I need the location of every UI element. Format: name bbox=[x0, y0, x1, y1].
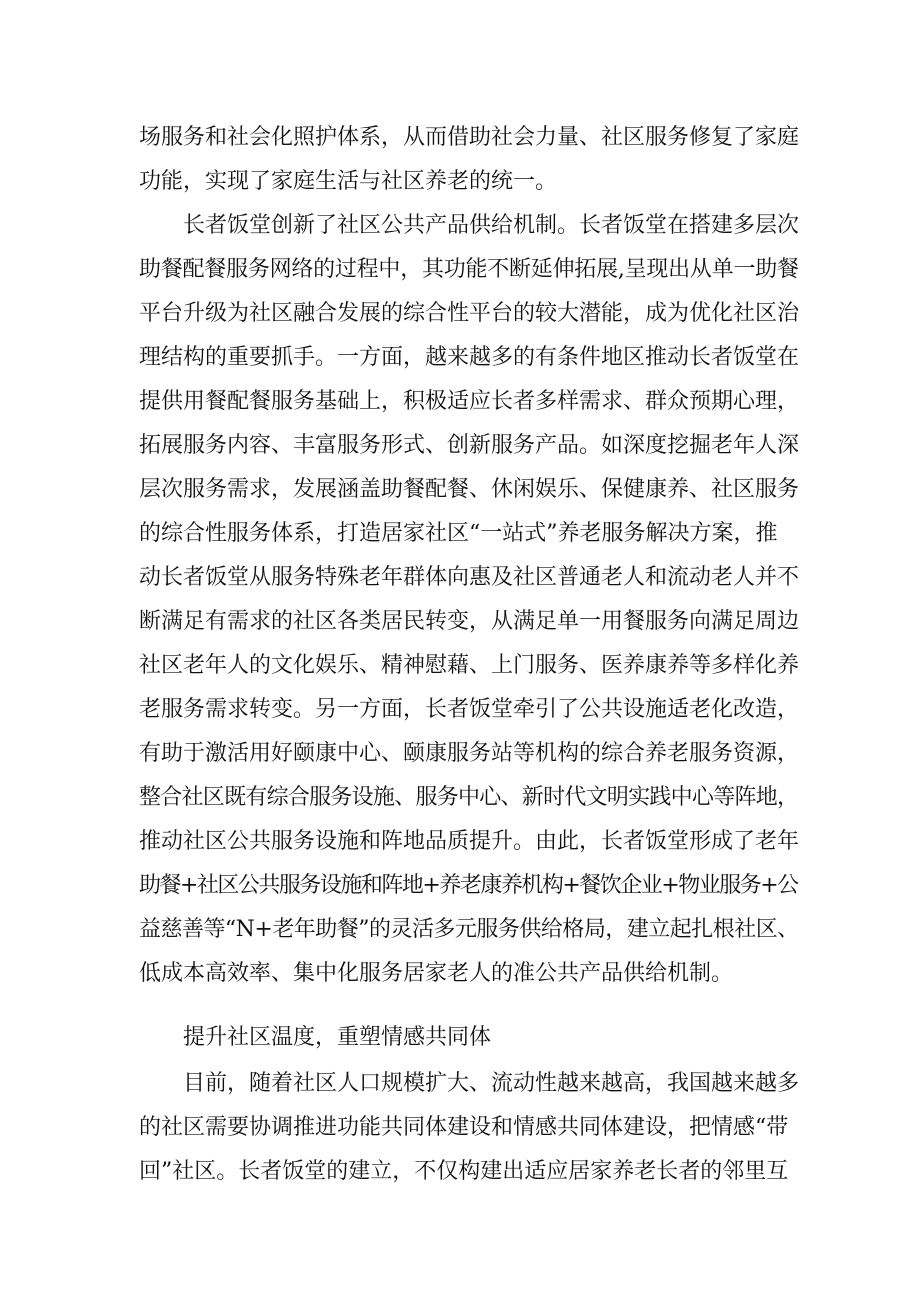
text-line: 动长者饭堂从服务特殊老年群体向惠及社区普通老人和流动老人并不 bbox=[139, 565, 800, 590]
paragraph-first-line: 长者饭堂创新了社区公共产品供给机制。长者饭堂在搭建多层次 bbox=[183, 213, 800, 238]
text-line: 层次服务需求，发展涵盖助餐配餐、休闲娱乐、保健康养、社区服务 bbox=[139, 477, 800, 502]
text-line: 拓展服务内容、丰富服务形式、创新服务产品。如深度挖掘老年人深 bbox=[139, 433, 800, 458]
text-line: 功能，实现了家庭生活与社区养老的统一。 bbox=[139, 169, 558, 194]
text-line: 有助于激活用好颐康中心、颐康服务站等机构的综合养老服务资源， bbox=[139, 741, 800, 766]
text-line: 场服务和社会化照护体系，从而借助社会力量、社区服务修复了家庭 bbox=[139, 125, 800, 150]
text-line: 理结构的重要抓手。一方面，越来越多的有条件地区推动长者饭堂在 bbox=[139, 345, 800, 370]
text-line: 助餐配餐服务网络的过程中，其功能不断延伸拓展,呈现出从单一助餐 bbox=[139, 257, 799, 282]
text-line: 推动社区公共服务设施和阵地品质提升。由此，长者饭堂形成了老年 bbox=[139, 829, 800, 854]
text-line: 助餐+社区公共服务设施和阵地+养老康养机构+餐饮企业+物业服务+公 bbox=[139, 873, 798, 898]
text-line: 回”社区。长者饭堂的建立，不仅构建出适应居家养老长者的邻里互 bbox=[139, 1159, 789, 1184]
text-line: 提供用餐配餐服务基础上，积极适应长者多样需求、群众预期心理， bbox=[139, 389, 800, 414]
text-line: 的社区需要协调推进功能共同体建设和情感共同体建设，把情感“带 bbox=[139, 1115, 789, 1140]
text-line: 整合社区既有综合服务设施、服务中心、新时代文明实践中心等阵地， bbox=[139, 785, 799, 810]
text-line: 的综合性服务体系，打造居家社区“一站式”养老服务解决方案，推 bbox=[139, 521, 778, 546]
text-line: 平台升级为社区融合发展的综合性平台的较大潜能，成为优化社区治 bbox=[139, 301, 800, 326]
paragraph-first-line: 目前，随着社区人口规模扩大、流动性越来越高，我国越来越多 bbox=[183, 1071, 800, 1096]
text-line: 益慈善等“N+老年助餐”的灵活多元服务供给格局，建立起扎根社区、 bbox=[139, 917, 799, 942]
section-heading: 提升社区温度，重塑情感共同体 bbox=[183, 1025, 492, 1050]
text-line: 社区老年人的文化娱乐、精神慰藉、上门服务、医养康养等多样化养 bbox=[139, 653, 800, 678]
text-line: 低成本高效率、集中化服务居家老人的准公共产品供给机制。 bbox=[139, 961, 734, 986]
text-line: 断满足有需求的社区各类居民转变，从满足单一用餐服务向满足周边 bbox=[139, 609, 800, 634]
text-line: 老服务需求转变。另一方面，长者饭堂牵引了公共设施适老化改造， bbox=[139, 697, 800, 722]
